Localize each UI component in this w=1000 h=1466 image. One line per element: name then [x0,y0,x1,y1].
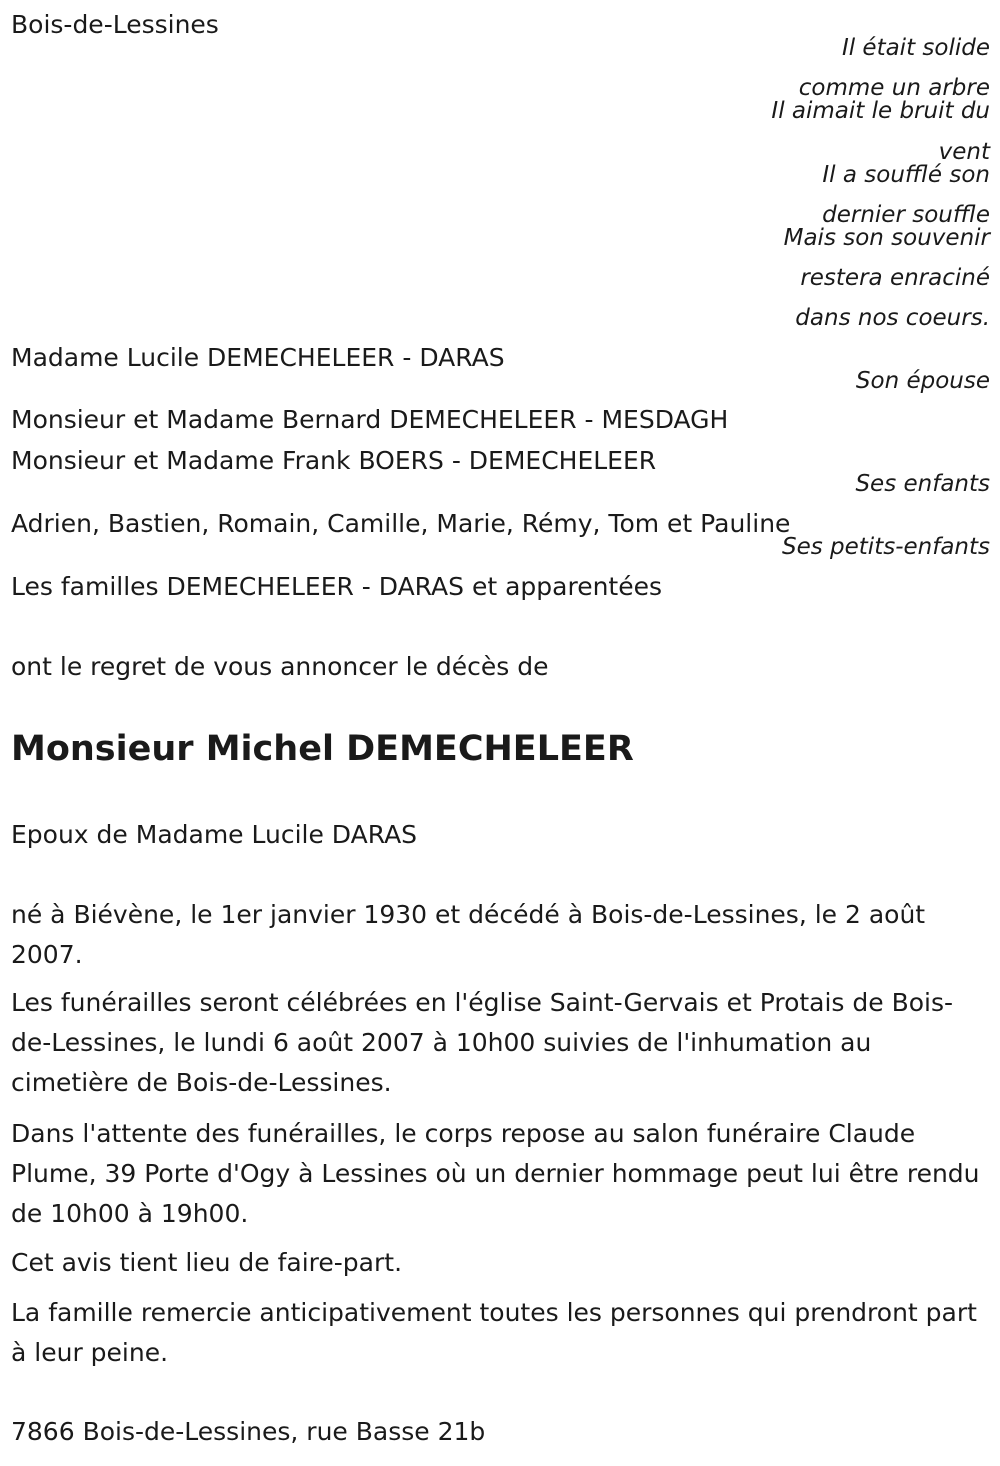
announcement-text: ont le regret de vous annoncer le décès de [11,652,549,681]
poem-line: restera enraciné [800,265,990,291]
poem-line: Il aimait le bruit du [771,98,990,124]
children-role: Ses enfants [855,471,990,497]
poem-line: comme un arbre [798,75,990,101]
child-name: Monsieur et Madame Frank BOERS - DEMECHELEER [11,446,657,475]
poem-line: Il était solide [841,35,990,61]
viewing-paragraph: Dans l'attente des funérailles, le corps repose au salon funéraire Claude Plume, 39 Porte d'Ogy à Lessines où un dernier hommage peut lui être rendu de 10h00 à 19h00. [11,1119,980,1228]
poem-line: dans nos coeurs. [795,305,990,331]
child-name: Monsieur et Madame Bernard DEMECHELEER - MESDAGH [11,405,729,434]
extended-families: Les familles DEMECHELEER - DARAS et apparentées [11,572,663,601]
grandchildren-names: Adrien, Bastien, Romain, Camille, Marie, Rémy, Tom et Pauline [11,509,791,538]
poem-line: Il a soufflé son [822,162,990,188]
deceased-name: Monsieur Michel DEMECHELEER [11,729,634,769]
poem-line: dernier souffle [822,202,990,228]
poem-line: Mais son souvenir [783,225,990,251]
funeral-paragraph: Les funérailles seront célébrées en l'église Saint-Gervais et Protais de Bois-de-Lessines, le lundi 6 août 2007 à 10h00 suivies de l'inhumation au cimetière de Bois-de-Lessines. [11,988,954,1097]
address: 7866 Bois-de-Lessines, rue Basse 21b [11,1417,486,1446]
spouse-role: Son épouse [855,368,990,394]
spouse-name: Madame Lucile DEMECHELEER - DARAS [11,343,505,372]
notice-paragraph: Cet avis tient lieu de faire-part. [11,1248,403,1277]
poem-line: vent [938,139,990,165]
birth-death-paragraph: né à Biévène, le 1er janvier 1930 et décédé à Bois-de-Lessines, le 2 août 2007. [11,900,926,969]
thanks-paragraph: La famille remercie anticipativement toutes les personnes qui prendront part à leur peine. [11,1298,977,1367]
place-header: Bois-de-Lessines [11,10,219,39]
grandchildren-role: Ses petits-enfants [782,534,990,560]
spouse-of-text: Epoux de Madame Lucile DARAS [11,820,418,849]
